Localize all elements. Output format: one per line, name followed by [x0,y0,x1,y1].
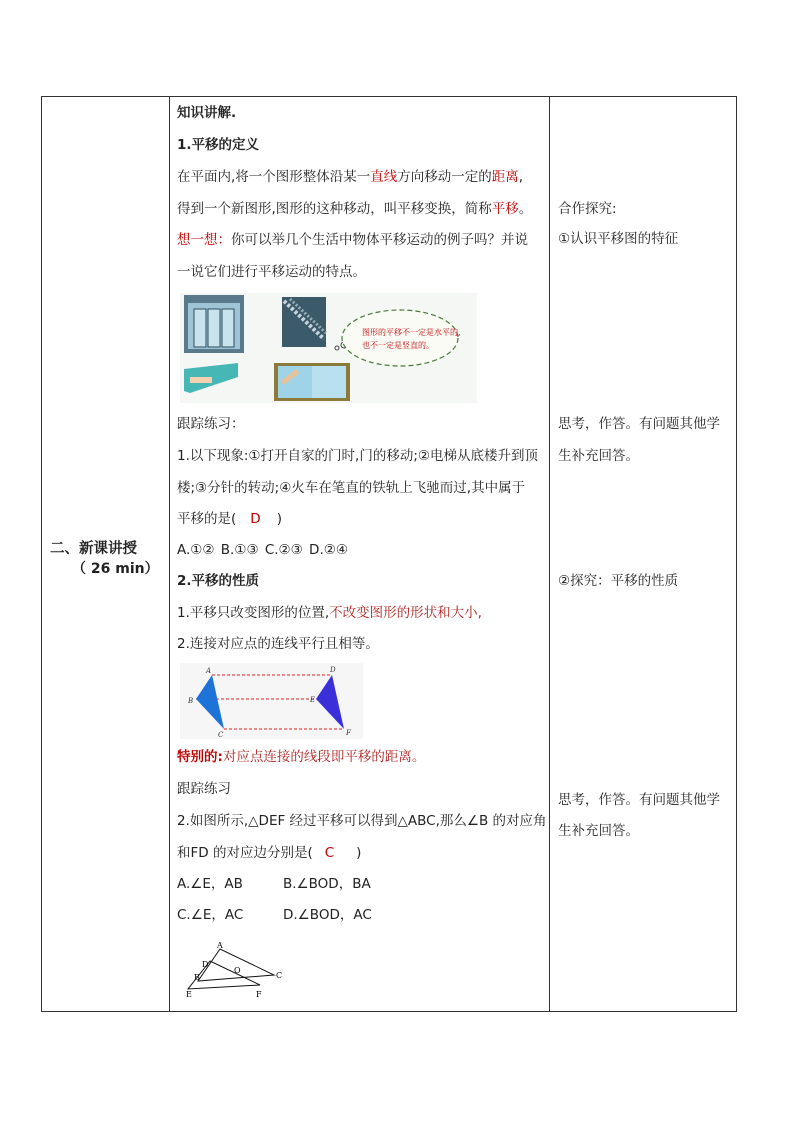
text: 方向移动一定的 [397,169,492,185]
examples-illustration [180,293,477,403]
practice1-options: A.①② B.①③ C.②③ D.②④ [177,542,348,558]
label-f: F [256,990,262,999]
translation-examples-image [180,293,477,403]
highlight: 平移 [491,201,519,217]
triangles-svg [180,663,363,739]
definition-title: 1.平移的定义 [177,137,260,153]
activity-3-line-1: 思考，作答。有问题其他学 [558,416,720,432]
answer: D [250,511,261,527]
label-d: D [202,960,209,969]
text: ) [356,845,362,861]
property-1 [177,605,482,621]
definition-line-2 [177,201,532,217]
label-c: C [276,971,283,980]
label-e: E [186,990,192,999]
special-label: 特别的: [177,749,223,765]
text: 和FD 的对应边分别是( [177,845,313,861]
label-e: E [310,696,316,704]
label-d: D [330,666,336,674]
lesson-table [41,96,737,1012]
option-d: D.∠BOD，AC [283,907,372,923]
activity-3-line-2: 生补充回答。 [558,448,639,464]
stage-column [42,97,169,1011]
bubble-line-1: 图形的平移不一定是水平的, [362,328,461,337]
text: 你可以举几个生活中物体平移运动的例子吗？并说 [231,232,528,248]
option-a: A.∠E，AB [177,876,243,892]
label-b: B [188,697,194,705]
activity-column [550,97,736,1011]
property-2: 2.连接对应点的连线平行且相等。 [177,636,379,652]
text: 在平面内,将一个图形整体沿某一 [177,169,371,185]
content-column [170,97,548,1011]
label-a: A [217,941,223,950]
geometry-figure [186,939,286,1001]
practice1-line-2: 楼;③分针的转动;④火车在笔直的铁轨上飞驰而过,其中属于 [177,480,526,496]
activity-2: ①认识平移图的特征 [558,231,679,247]
section-heading: 知识讲解. [177,105,237,121]
text: 得到一个新图形,图形的这种移动，叫平移变换，简称 [177,201,492,217]
definition-line-1 [177,169,523,185]
properties-title: 2.平移的性质 [177,573,260,589]
special-text: 对应点连接的线段即平移的距离。 [222,749,426,765]
activity-5-line-1: 思考，作答。有问题其他学 [558,792,720,808]
option-c: C.∠E，AC [177,907,244,923]
highlight: 不改变图形的形状和大小, [329,605,482,621]
label-b: B [194,973,200,982]
text: 平移的是( [177,511,237,527]
activity-1: 合作探究: [558,201,617,217]
label-c: C [218,731,224,739]
practice-label-1: 跟踪练习： [177,416,245,432]
text: , [518,169,524,185]
activity-4: ②探究：平移的性质 [558,573,679,589]
text: 1.平移只改变图形的位置, [177,605,330,621]
practice1-line-1: 1.以下现象:①打开自家的门时,门的移动;②电梯从底楼升到顶 [177,448,538,464]
text: 。 [518,201,533,217]
practice2-line-1: 2.如图所示,△DEF 经过平移可以得到△ABC,那么∠B 的对应角 [177,813,547,829]
practice1-line-3 [177,511,282,527]
think-line-2: 一说它们进行平移运动的特点。 [177,264,366,280]
highlight: 距离 [491,169,519,185]
answer: C [324,845,335,861]
special-note [177,749,425,765]
label-f: F [346,729,351,737]
translation-figure [180,663,363,739]
activity-5-line-2: 生补充回答。 [558,823,639,839]
stage-time: （ 26 min） [72,561,159,577]
practice-label-2: 跟踪练习 [177,781,231,797]
think-line-1 [177,232,528,248]
label-o: O [234,966,241,975]
text: ) [276,511,282,527]
stage-title: 二、新课讲授 [50,541,137,557]
label-a: A [206,667,212,675]
bubble-line-2: 也不一定是竖直的。 [362,341,434,350]
think-label: 想一想： [177,232,231,248]
option-b: B.∠BOD，BA [283,876,371,892]
practice2-line-2 [177,845,361,861]
highlight: 直线 [370,169,398,185]
